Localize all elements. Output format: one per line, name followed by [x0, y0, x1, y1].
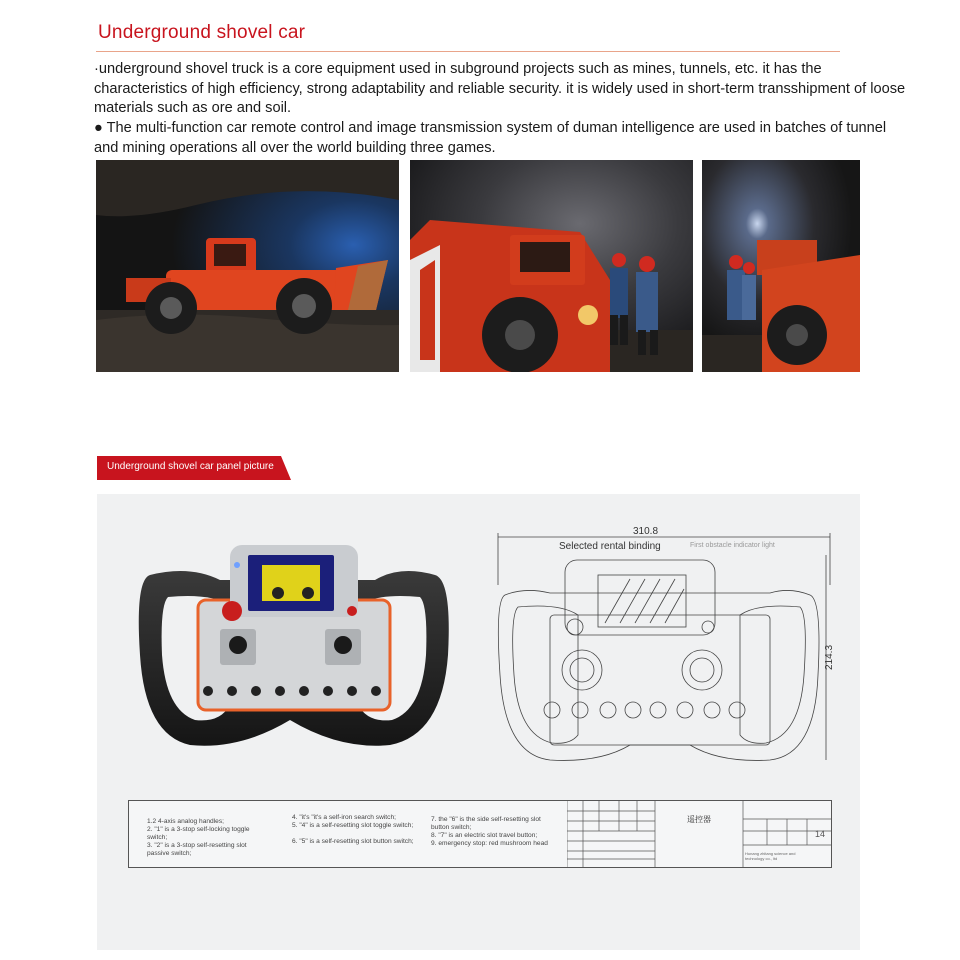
intro-paragraph-2: ● The multi-function car remote control and image transmission system of duman intelligence are used in batches of tunnel and mining operations all over the world building three games.	[94, 120, 887, 156]
loader-photo-1	[96, 160, 399, 372]
intro-paragraph-1: ·underground shovel truck is a core equipment used in subground projects such as mines, tunnels, etc. it has the characteristics of high efficiency, strong adaptability and reliable security. it is widely used in short-term transshipment of loose materials such as ore and soil.	[94, 61, 906, 116]
remote-controller-photo	[130, 535, 460, 755]
spec-note-1: 1.2 4-axis analog handles; 2. "1" is a 3-stop self-locking toggle switch; 3. "2" is a 3-stop self-resetting slot passive switch;	[147, 818, 250, 857]
title-block-name: 遥控器	[687, 815, 711, 824]
first-indicator-label: First obstacle indicator light	[690, 542, 775, 549]
loader-photo-2	[410, 160, 693, 372]
section-banner-label: Underground shovel car panel picture	[107, 461, 274, 472]
section-banner	[97, 456, 291, 480]
spec-title-block	[128, 800, 832, 868]
sheet-number: 14	[815, 829, 826, 839]
spec-note-3: 7. the "6" is the side self-resetting slot button switch; 8. "7" is an electric slot travel button; 9. emergency stop: red mushroom head	[431, 816, 548, 847]
controller-technical-drawing	[490, 525, 840, 770]
loader-photo-3	[702, 160, 860, 372]
height-dimension: 214.3	[824, 644, 836, 671]
title-divider	[96, 51, 840, 52]
title-block-company: Hunang zhitang science and technology co., ltd	[745, 851, 796, 861]
width-dimension: 310.8	[633, 526, 659, 537]
spec-note-2: 4. "it's "it's a self-iron search switch; 5. "4" is a self-resetting slot toggle switch; 6. "5" is a self-resetting slot button switch;	[292, 814, 414, 845]
selected-binding-label: Selected rental binding	[559, 541, 661, 552]
page-title: Underground shovel car	[98, 22, 306, 43]
